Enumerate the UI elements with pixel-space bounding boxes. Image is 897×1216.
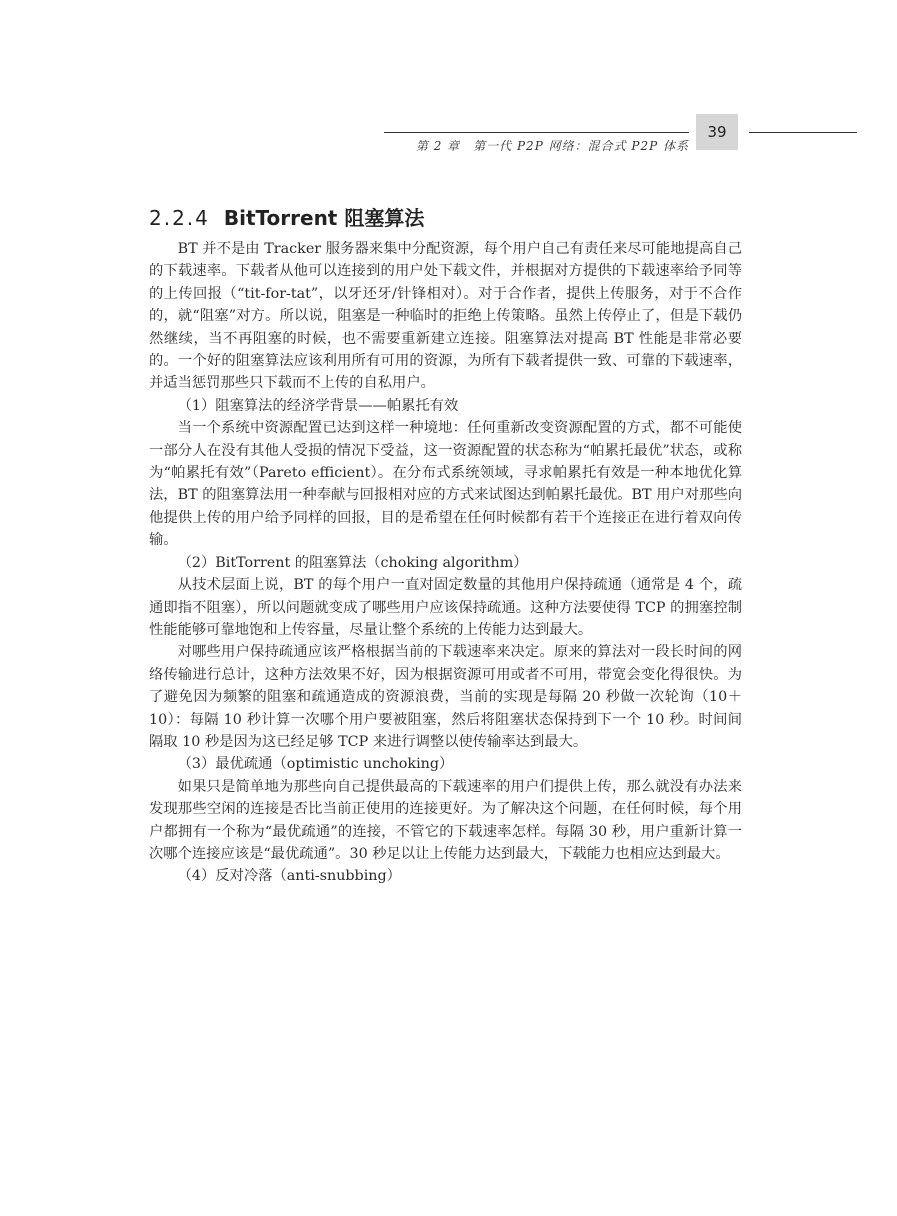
section-title: BitTorrent 阻塞算法 xyxy=(223,206,425,230)
subheading-pareto: （1）阻塞算法的经济学背景——帕累托有效 xyxy=(177,397,459,414)
section-number: 2.2.4 xyxy=(149,206,210,230)
subheading-choking-algorithm: （2）BitTorrent 的阻塞算法（choking algorithm） xyxy=(177,554,528,571)
body-text xyxy=(149,238,742,888)
section-heading xyxy=(149,202,424,231)
subheading-anti-snubbing: （4）反对冷落（anti-snubbing） xyxy=(177,868,401,885)
paragraph-intro: BT 并不是由 Tracker 服务器来集中分配资源，每个用户自己有责任来尽可能地提高自己的下载速率。下载者从他可以连接到的用户处下载文件，并根据对方提供的下载速率给予同等的上传回报（“tit-for-tat”，以牙还牙/针锋相对）。对于合作者，提供上传服务，对于不合作的，就“阻塞”对方。所以说，阻塞是一种临时的拒绝上传策略。虽然上传停止了，但是下载仍然继续，当不再阻塞的时候，也不需要重新建立连接。阻塞算法对提高 BT 性能是非常必要的。一个好的阻塞算法应该利用所有可用的资源，为所有下载者提供一致、可靠的下载速率，并适当惩罚那些只下载而不上传的自私用户。 xyxy=(149,241,742,392)
paragraph-pareto: 当一个系统中资源配置已达到这样一种境地：任何重新改变资源配置的方式，都不可能使一部分人在没有其他人受损的情况下受益，这一资源配置的状态称为“帕累托最优”状态，或称为“帕累托有效”（Pareto efficient）。在分布式系统领域，寻求帕累托有效是一种本地优化算法，BT 的阻塞算法用一种奉献与回报相对应的方式来试图达到帕累托最优。BT 用户对那些向他提供上传的用户给予同样的回报，目的是希望在任何时候都有若干个连接正在进行着双向传输。 xyxy=(149,420,742,549)
paragraph-optimistic-unchoking: 如果只是简单地为那些向自己提供最高的下载速率的用户们提供上传，那么就没有办法来发现那些空闲的连接是否比当前正使用的连接更好。为了解决这个问题，在任何时候，每个用户都拥有一个称为“最优疏通”的连接，不管它的下载速率怎样。每隔 30 秒，用户重新计算一次哪个连接应该是“最优疏通”。30 秒足以让上传能力达到最大，下载能力也相应达到最大。 xyxy=(149,778,742,862)
header-rule-right xyxy=(749,132,857,133)
page-number: 39 xyxy=(707,123,727,141)
page-number-box xyxy=(696,114,738,150)
paragraph-choking-2: 对哪些用户保持疏通应该严格根据当前的下载速率来决定。原来的算法对一段长时间的网络传输进行总计，这种方法效果不好，因为根据资源可用或者不可用，带宽会变化得很快。为了避免因为频繁的阻塞和疏通造成的资源浪费，当前的实现是每隔 20 秒做一次轮询（10＋10）：每隔 10 秒计算一次哪个用户要被阻塞，然后将阻塞状态保持到下一个 10 秒。时间间隔取 10 秒是因为这已经足够 TCP 来进行调整以使传输率达到最大。 xyxy=(149,644,742,750)
header-rule-left xyxy=(384,132,689,133)
running-head: 第 2 章 第一代 P2P 网络：混合式 P2P 体系 xyxy=(415,139,689,153)
subheading-optimistic-unchoking: （3）最优疏通（optimistic unchoking） xyxy=(177,756,454,773)
paragraph-choking-1: 从技术层面上说，BT 的每个用户一直对固定数量的其他用户保持疏通（通常是 4 个，疏通即指不阻塞），所以问题就变成了哪些用户应该保持疏通。这种方法要使得 TCP 的拥塞控制性能能够可靠地饱和上传容量，尽量让整个系统的上传能力达到最大。 xyxy=(149,577,742,638)
